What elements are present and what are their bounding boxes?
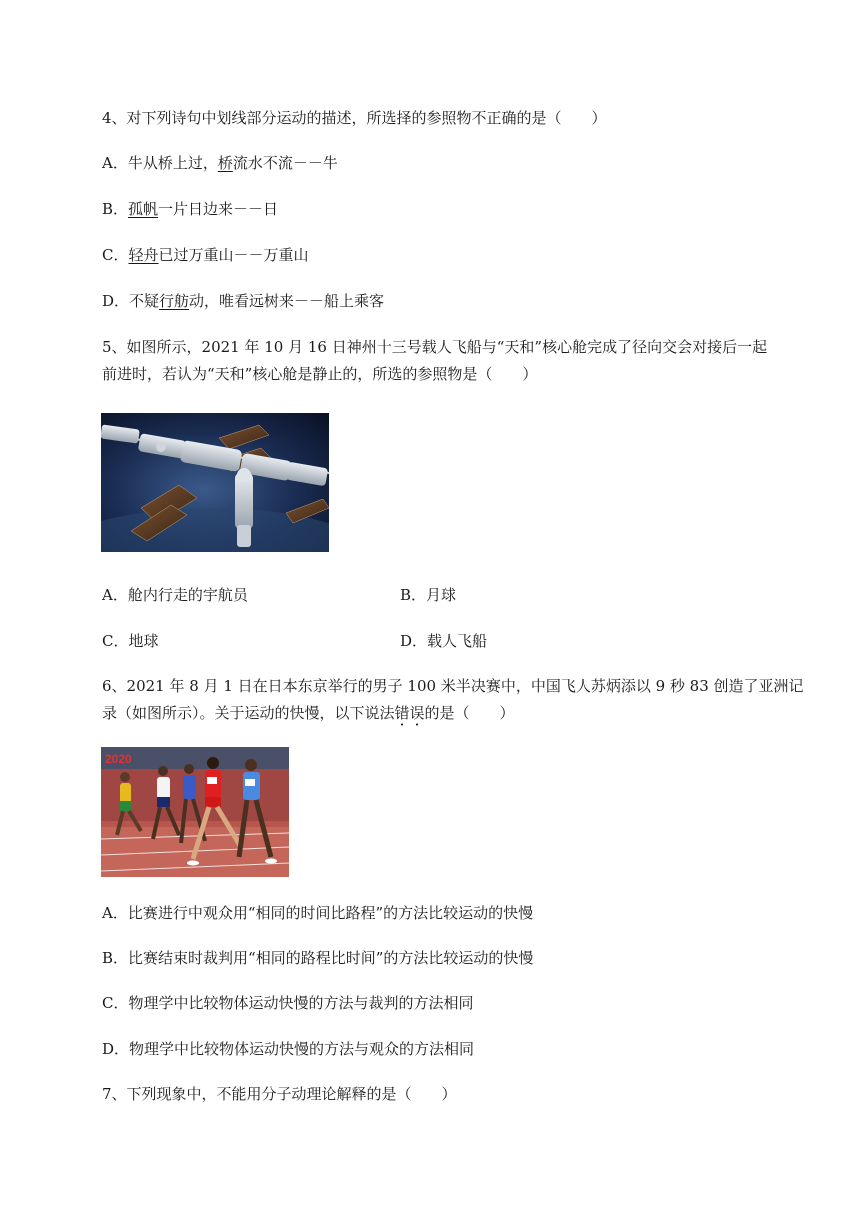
q4-d-post: 动，唯看远树来－－船上乘客 (189, 292, 385, 310)
q5-option-c: C．地球 (102, 632, 159, 650)
q7-stem: 7、下列现象中，不能用分子动理论解释的是（ ） (102, 1085, 457, 1103)
q4-a-pre: A．牛从桥上过， (102, 154, 218, 172)
q4-a-post: 流水不流－－牛 (232, 154, 338, 172)
q6-option-d: D．物理学中比较物体运动快慢的方法与观众的方法相同 (102, 1040, 475, 1058)
q4-option-d (102, 291, 384, 311)
q4-option-c (102, 245, 309, 265)
sprint-race-illustration (101, 747, 289, 877)
q6-stem-line2 (102, 703, 515, 723)
q4-b-post: 一片日边来－－日 (158, 200, 279, 218)
q6-option-b: B．比赛结束时裁判用“相同的路程比时间”的方法比较运动的快慢 (102, 949, 534, 967)
olympic-banner-text: 2020 (105, 752, 132, 766)
q4-option-a (102, 153, 338, 173)
q5-option-a: A．舱内行走的宇航员 (102, 586, 248, 604)
q4-stem: 4、对下列诗句中划线部分运动的描述，所选择的参照物不正确的是（ ） (102, 109, 607, 127)
q6-emphasis-char-2: 误 (409, 704, 425, 722)
q6-option-a: A．比赛进行中观众用“相同的时间比路程”的方法比较运动的快慢 (102, 904, 534, 922)
q6-option-c: C．物理学中比较物体运动快慢的方法与裁判的方法相同 (102, 994, 474, 1012)
q6-emphasis-char-1: 错 (394, 704, 410, 722)
space-station-illustration (101, 413, 329, 552)
q5-stem-line1: 5、如图所示，2021 年 10 月 16 日神州十三号载人飞船与“天和”核心舱完成了径向交会对接后一起 (102, 338, 768, 356)
q5-stem-line2: 前进时，若认为“天和”核心舱是静止的，所选的参照物是（ ） (102, 365, 538, 383)
q4-c-pre: C． (102, 246, 129, 264)
sprint-race-image (101, 747, 289, 877)
q4-b-underlined: 孤帆 (128, 200, 159, 218)
q6-stem2-post: 的是（ ） (424, 704, 515, 722)
q5-option-d: D．载人飞船 (400, 632, 488, 650)
q6-stem2-pre: 录（如图所示）。关于运动的快慢，以下说法 (102, 704, 395, 722)
q4-c-underlined: 轻舟 (128, 246, 159, 264)
q5-option-b: B．月球 (400, 586, 457, 604)
space-station-image (101, 413, 329, 552)
q4-a-underlined: 桥 (217, 154, 233, 172)
q6-stem-line1: 6、2021 年 8 月 1 日在日本东京举行的男子 100 米半决赛中，中国飞人苏炳添以 9 秒 83 创造了亚洲记 (102, 677, 804, 695)
q4-option-b (102, 199, 278, 219)
q4-d-pre: D．不疑 (102, 292, 160, 310)
q4-c-post: 已过万重山－－万重山 (158, 246, 309, 264)
q4-b-pre: B． (102, 200, 129, 218)
q4-d-underlined: 行舫 (159, 292, 190, 310)
